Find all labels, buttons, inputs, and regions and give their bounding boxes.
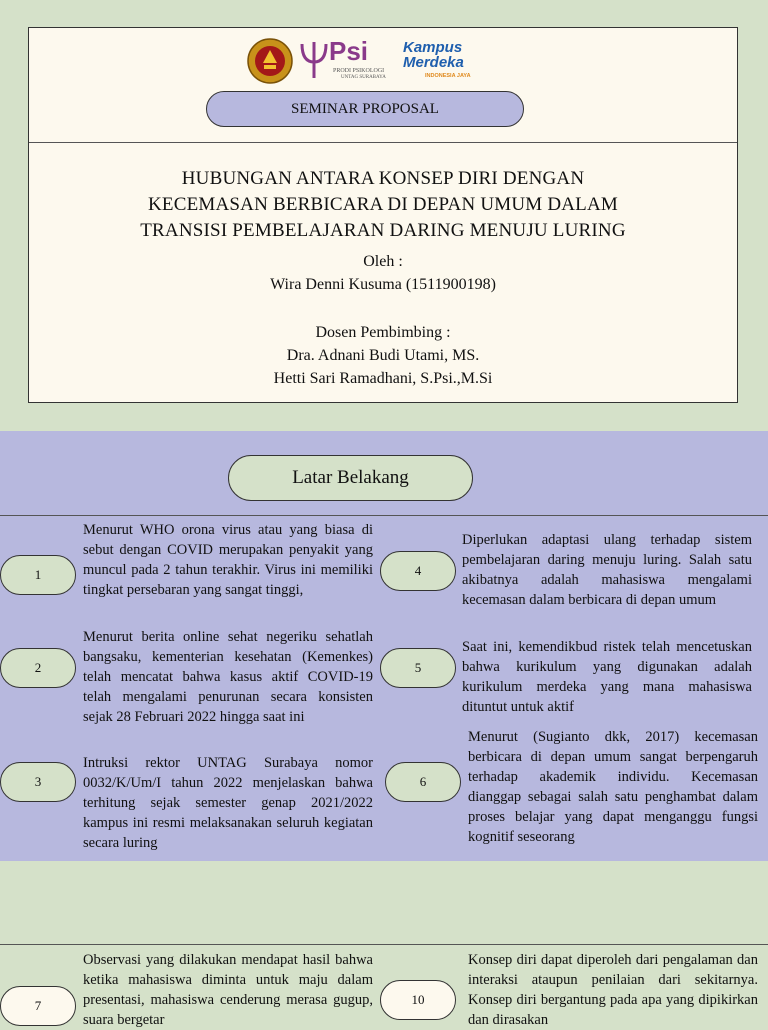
item-number-badge: 3 bbox=[0, 762, 76, 802]
seminar-proposal-badge: SEMINAR PROPOSAL bbox=[206, 91, 524, 127]
section-heading: Latar Belakang bbox=[228, 455, 473, 501]
kampus-logo-text: Kampus bbox=[403, 39, 463, 56]
content-divider bbox=[0, 515, 768, 516]
supervisor-label: Dosen Pembimbing : bbox=[315, 324, 451, 341]
item-number-badge: 2 bbox=[0, 648, 76, 688]
title-divider bbox=[29, 142, 737, 143]
indonesia-jaya-text: INDONESIA JAYA bbox=[425, 73, 471, 79]
item-number-badge: 7 bbox=[0, 986, 76, 1026]
presentation-title bbox=[29, 166, 737, 244]
background-point-3: Intruksi rektor UNTAG Surabaya nomor 0032/K/Um/I tahun 2022 menjelaskan bahwa terhitung sejak semester genap 2021/2022 kampus ini resmi melaksanakan seluruh kegiatan secara luring bbox=[83, 755, 373, 851]
logo-bar bbox=[247, 38, 507, 84]
item-number-badge: 10 bbox=[380, 980, 456, 1020]
next-point-7: Observasi yang dilakukan mendapat hasil bahwa ketika mahasiswa diminta untuk maju dalam presentasi, mahasiswa cenderung merasa gugup, suara bergetar bbox=[83, 952, 373, 1028]
psi-symbol-icon bbox=[299, 40, 329, 80]
merdeka-logo-text: Merdeka bbox=[403, 54, 464, 71]
psi-logo-sub-2: UNTAG SURABAYA bbox=[341, 75, 386, 80]
item-number-badge: 1 bbox=[0, 555, 76, 595]
item-number-badge: 6 bbox=[385, 762, 461, 802]
next-slide-divider bbox=[0, 944, 768, 945]
author-name: Wira Denni Kusuma (1511900198) bbox=[270, 276, 496, 293]
title-slide bbox=[28, 27, 738, 403]
title-line: KECEMASAN BERBICARA DI DEPAN UMUM DALAM bbox=[147, 194, 618, 215]
item-number-badge: 4 bbox=[380, 551, 456, 591]
untag-seal-logo bbox=[247, 38, 293, 84]
next-point-10: Konsep diri dapat diperoleh dari pengalaman dan interaksi ataupun penilaian dari sekitarnya. Konsep diri bergantung pada apa yang dipikirkan dan dirasakan bbox=[468, 952, 758, 1028]
background-point-5: Saat ini, kemendikbud ristek telah mencetuskan bahwa kurikulum yang digunakan adalah kurikulum merdeka yang mana mahasiswa dituntut untuk aktif bbox=[462, 639, 752, 715]
supervisor-1: Dra. Adnani Budi Utami, MS. bbox=[286, 347, 480, 364]
title-line: HUBUNGAN ANTARA KONSEP DIRI DENGAN bbox=[181, 168, 585, 189]
background-point-4: Diperlukan adaptasi ulang terhadap sistem pembelajaran daring menuju luring. Salah satu akibatnya adalah mahasiswa mengalami kecemasan dalam berbicara di depan umum bbox=[462, 532, 752, 608]
background-point-2: Menurut berita online sehat negeriku sehatlah bangsaku, kementerian kesehatan (Kemenkes) telah mencatat bahwa kasus aktif COVID-19 telah mengalami penurunan secara konsisten sejak 28 Februari 2022 hingga saat ini bbox=[83, 629, 373, 725]
psi-logo-text: Psi bbox=[329, 36, 369, 66]
psi-logo-sub-1: PRODI PSIKOLOGI bbox=[333, 68, 385, 74]
background-point-6: Menurut (Sugianto dkk, 2017) kecemasan berbicara di depan umum sangat berpengaruh terhadap akademik individu. Kecemasan dianggap sebagai salah satu penghambat dalam proses belajar yang dapat menganggu fungsi kognitif seseorang bbox=[468, 729, 758, 845]
supervisor-2: Hetti Sari Ramadhani, S.Psi.,M.Si bbox=[273, 370, 493, 387]
title-line: TRANSISI PEMBELAJARAN DARING MENUJU LURING bbox=[140, 220, 626, 241]
item-number-badge: 5 bbox=[380, 648, 456, 688]
background-point-1: Menurut WHO orona virus atau yang biasa di sebut dengan COVID merupakan penyakit yang muncul pada 2 tahun terakhir. Virus ini memiliki tingkat persebaran yang sangat tinggi, bbox=[83, 522, 373, 598]
by-label: Oleh : bbox=[363, 253, 403, 270]
